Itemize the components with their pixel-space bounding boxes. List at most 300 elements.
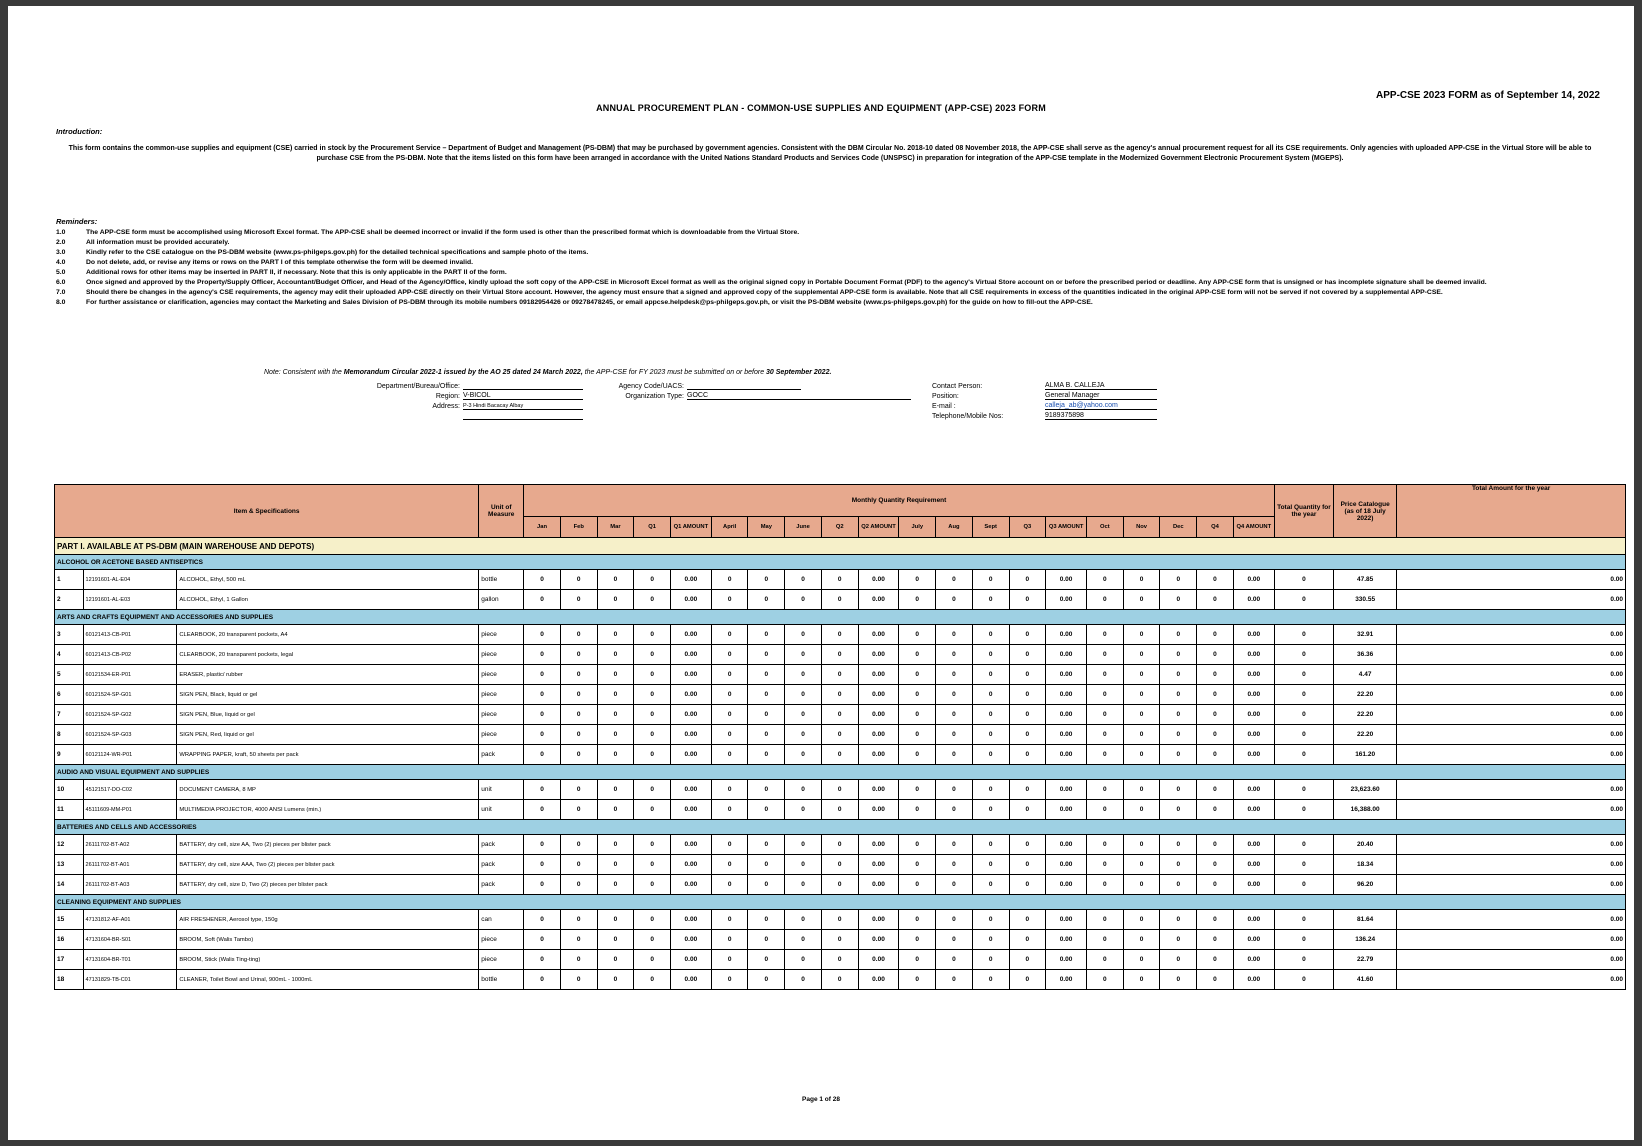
qty-cell[interactable]: 0	[634, 645, 671, 665]
qty-cell[interactable]: 0	[597, 875, 634, 895]
qty-cell[interactable]: 0	[821, 570, 858, 590]
qty-cell[interactable]: 0	[821, 855, 858, 875]
qty-cell[interactable]: 0	[821, 800, 858, 820]
qty-cell[interactable]: 0	[1160, 910, 1197, 930]
qty-cell[interactable]: 0	[899, 800, 936, 820]
qty-cell[interactable]: 0	[899, 875, 936, 895]
qty-cell[interactable]: 0	[972, 875, 1009, 895]
qty-cell[interactable]: 0	[711, 745, 748, 765]
qty-cell[interactable]: 0	[711, 570, 748, 590]
qty-cell[interactable]: 0	[785, 725, 822, 745]
qty-cell[interactable]: 0	[1123, 570, 1160, 590]
qty-cell[interactable]: 0	[1197, 665, 1234, 685]
qty-cell[interactable]: 0	[1123, 855, 1160, 875]
qty-cell[interactable]: 0	[597, 745, 634, 765]
qty-cell[interactable]: 0	[711, 970, 748, 990]
qty-cell[interactable]: 0	[634, 970, 671, 990]
qty-cell[interactable]: 0	[634, 780, 671, 800]
qty-cell[interactable]: 0	[560, 950, 597, 970]
total-qty-cell: 0	[1274, 950, 1333, 970]
qty-cell[interactable]: 0	[748, 645, 785, 665]
qty-cell[interactable]: 0	[1197, 835, 1234, 855]
qty-cell[interactable]: 0	[936, 875, 973, 895]
qty-cell[interactable]: 0	[1160, 685, 1197, 705]
qty-cell[interactable]: 0	[560, 590, 597, 610]
qty-cell[interactable]: 0	[1160, 780, 1197, 800]
qty-cell[interactable]: 0	[748, 725, 785, 745]
qty-cell[interactable]: 0	[560, 625, 597, 645]
qty-cell[interactable]: 0	[936, 625, 973, 645]
qty-cell[interactable]: 0	[936, 835, 973, 855]
qty-cell[interactable]: 0	[1087, 970, 1124, 990]
qty-cell[interactable]: 0	[821, 970, 858, 990]
qty-cell[interactable]: 0	[936, 970, 973, 990]
qty-cell[interactable]: 0	[1123, 800, 1160, 820]
qty-cell[interactable]: 0	[1087, 875, 1124, 895]
qty-cell[interactable]: 0	[1123, 685, 1160, 705]
qty-cell[interactable]: 0	[748, 665, 785, 685]
qty-cell[interactable]: 0	[785, 855, 822, 875]
qty-cell[interactable]: 0	[524, 725, 561, 745]
qty-cell[interactable]: 0	[972, 625, 1009, 645]
qty-cell[interactable]: 0	[524, 910, 561, 930]
qty-cell[interactable]: 0	[711, 645, 748, 665]
qty-cell[interactable]: 0	[560, 705, 597, 725]
qty-cell[interactable]: 0	[821, 625, 858, 645]
qty-cell[interactable]: 0	[597, 930, 634, 950]
qty-cell[interactable]: 0	[1160, 590, 1197, 610]
qty-cell[interactable]: 0	[972, 970, 1009, 990]
qty-cell[interactable]: 0	[1197, 625, 1234, 645]
qty-cell[interactable]: 0	[821, 835, 858, 855]
qty-cell[interactable]: 0	[1009, 705, 1046, 725]
qty-cell[interactable]: 0	[785, 835, 822, 855]
qty-cell[interactable]: 0	[634, 910, 671, 930]
qty-cell[interactable]: 0	[597, 910, 634, 930]
qty-cell[interactable]: 0	[597, 625, 634, 645]
qty-cell[interactable]: 0	[1009, 835, 1046, 855]
qty-cell[interactable]: 0	[936, 855, 973, 875]
qty-cell[interactable]: 0	[1087, 725, 1124, 745]
qty-cell[interactable]: 0	[1160, 875, 1197, 895]
qty-cell[interactable]: 0	[1009, 910, 1046, 930]
qty-cell[interactable]: 0	[1160, 705, 1197, 725]
qty-cell[interactable]: 0	[1197, 780, 1234, 800]
qty-cell[interactable]: 0	[748, 570, 785, 590]
email-value[interactable]: calleja_ab@yahoo.com	[1045, 402, 1157, 410]
qty-cell[interactable]: 0	[1123, 705, 1160, 725]
qty-cell[interactable]: 0	[634, 665, 671, 685]
qty-cell[interactable]: 0	[899, 705, 936, 725]
qty-cell[interactable]: 0	[936, 745, 973, 765]
qty-cell[interactable]: 0	[785, 950, 822, 970]
qty-cell[interactable]: 0	[1009, 645, 1046, 665]
qty-cell[interactable]: 0	[560, 645, 597, 665]
qty-cell[interactable]: 0	[524, 780, 561, 800]
qty-cell[interactable]: 0	[1160, 645, 1197, 665]
qty-cell[interactable]: 0	[748, 780, 785, 800]
qty-cell[interactable]: 0	[1123, 625, 1160, 645]
qty-cell[interactable]: 0	[972, 780, 1009, 800]
qty-cell[interactable]: 0	[785, 685, 822, 705]
reminder-text: For further assistance or clarification, agencies may contact the Marketing and Sales Division of PS-DBM through its mobile numbers 09182954426 or 09278478245, or email appcse.helpdesk@ps-philgeps.gov.ph, or visit the PS-DBM website (www.ps-philgeps.gov.ph) for the guide on how to fill-out the APP-CSE.	[86, 299, 1093, 306]
qty-cell[interactable]: 0	[821, 645, 858, 665]
qty-cell[interactable]: 0	[524, 950, 561, 970]
qty-cell[interactable]: 0	[560, 665, 597, 685]
qty-cell[interactable]: 0	[597, 970, 634, 990]
qty-cell[interactable]: 0	[1087, 930, 1124, 950]
qty-cell[interactable]: 0	[524, 570, 561, 590]
qty-cell[interactable]: 0	[1123, 835, 1160, 855]
qty-cell[interactable]: 0	[821, 590, 858, 610]
qty-cell[interactable]: 0	[1009, 855, 1046, 875]
qty-cell[interactable]: 0	[1160, 855, 1197, 875]
qty-cell[interactable]: 0	[634, 685, 671, 705]
qty-cell[interactable]: 0	[748, 875, 785, 895]
qty-cell[interactable]: 0	[560, 930, 597, 950]
qty-cell[interactable]: 0	[821, 665, 858, 685]
qty-cell[interactable]: 0	[1160, 665, 1197, 685]
qty-cell[interactable]: 0	[785, 800, 822, 820]
qty-cell[interactable]: 0	[972, 645, 1009, 665]
qty-cell[interactable]: 0	[560, 800, 597, 820]
qty-cell[interactable]: 0	[899, 570, 936, 590]
qty-cell[interactable]: 0	[634, 705, 671, 725]
qty-cell[interactable]: 0	[1197, 875, 1234, 895]
qty-cell[interactable]: 0	[1009, 745, 1046, 765]
qty-cell[interactable]: 0	[972, 745, 1009, 765]
qty-cell[interactable]: 0	[899, 910, 936, 930]
qty-cell[interactable]: 0	[1087, 950, 1124, 970]
qty-cell[interactable]: 0	[821, 950, 858, 970]
qty-cell[interactable]: 0	[785, 910, 822, 930]
qty-cell[interactable]: 0	[1160, 930, 1197, 950]
qty-cell[interactable]: 0	[748, 855, 785, 875]
qty-cell[interactable]: 0	[1009, 685, 1046, 705]
qty-cell[interactable]: 0	[748, 950, 785, 970]
qty-cell[interactable]: 0	[1087, 665, 1124, 685]
qty-cell[interactable]: 0	[597, 685, 634, 705]
quarter-amount-cell: 0.00	[670, 590, 711, 610]
qty-cell[interactable]: 0	[1197, 930, 1234, 950]
qty-cell[interactable]: 0	[1087, 645, 1124, 665]
qty-cell[interactable]: 0	[560, 685, 597, 705]
qty-cell[interactable]: 0	[1197, 705, 1234, 725]
qty-cell[interactable]: 0	[748, 835, 785, 855]
qty-cell[interactable]: 0	[1087, 835, 1124, 855]
qty-cell[interactable]: 0	[1087, 800, 1124, 820]
qty-cell[interactable]: 0	[1009, 800, 1046, 820]
qty-cell[interactable]: 0	[821, 705, 858, 725]
qty-cell[interactable]: 0	[597, 665, 634, 685]
qty-cell[interactable]: 0	[597, 590, 634, 610]
qty-cell[interactable]: 0	[1197, 745, 1234, 765]
qty-cell[interactable]: 0	[899, 930, 936, 950]
qty-cell[interactable]: 0	[597, 950, 634, 970]
qty-cell[interactable]: 0	[524, 745, 561, 765]
qty-cell[interactable]: 0	[1197, 855, 1234, 875]
qty-cell[interactable]: 0	[634, 570, 671, 590]
qty-cell[interactable]: 0	[1160, 745, 1197, 765]
qty-cell[interactable]: 0	[1123, 725, 1160, 745]
qty-cell[interactable]: 0	[785, 590, 822, 610]
qty-cell[interactable]: 0	[748, 800, 785, 820]
reminder-item	[56, 288, 1616, 297]
qty-cell[interactable]: 0	[560, 725, 597, 745]
qty-cell[interactable]: 0	[634, 855, 671, 875]
qty-cell[interactable]: 0	[711, 780, 748, 800]
qty-cell[interactable]: 0	[899, 725, 936, 745]
qty-cell[interactable]: 0	[1087, 570, 1124, 590]
qty-cell[interactable]: 0	[711, 950, 748, 970]
qty-cell[interactable]: 0	[711, 725, 748, 745]
qty-cell[interactable]: 0	[936, 930, 973, 950]
qty-cell[interactable]: 0	[1009, 625, 1046, 645]
qty-cell[interactable]: 0	[711, 800, 748, 820]
qty-cell[interactable]: 0	[711, 685, 748, 705]
qty-cell[interactable]: 0	[899, 780, 936, 800]
qty-cell[interactable]: 0	[1087, 590, 1124, 610]
qty-cell[interactable]: 0	[972, 705, 1009, 725]
qty-cell[interactable]: 0	[936, 910, 973, 930]
qty-cell[interactable]: 0	[560, 835, 597, 855]
qty-cell[interactable]: 0	[634, 835, 671, 855]
qty-cell[interactable]: 0	[1160, 835, 1197, 855]
qty-cell[interactable]: 0	[711, 665, 748, 685]
qty-cell[interactable]: 0	[1087, 910, 1124, 930]
qty-cell[interactable]: 0	[899, 645, 936, 665]
qty-cell[interactable]: 0	[972, 685, 1009, 705]
qty-cell[interactable]: 0	[972, 590, 1009, 610]
qty-cell[interactable]: 0	[524, 855, 561, 875]
qty-cell[interactable]: 0	[972, 570, 1009, 590]
qty-cell[interactable]: 0	[1009, 780, 1046, 800]
qty-cell[interactable]: 0	[711, 625, 748, 645]
qty-cell[interactable]: 0	[1123, 950, 1160, 970]
qty-cell[interactable]: 0	[524, 970, 561, 990]
qty-cell[interactable]: 0	[972, 835, 1009, 855]
category-name: ALCOHOL OR ACETONE BASED ANTISEPTICS	[55, 555, 1626, 570]
qty-cell[interactable]: 0	[821, 780, 858, 800]
qty-cell[interactable]: 0	[1009, 875, 1046, 895]
qty-cell[interactable]: 0	[785, 570, 822, 590]
qty-cell[interactable]: 0	[1009, 570, 1046, 590]
qty-cell[interactable]: 0	[748, 590, 785, 610]
qty-cell[interactable]: 0	[711, 930, 748, 950]
qty-cell[interactable]: 0	[1197, 725, 1234, 745]
qty-cell[interactable]: 0	[821, 875, 858, 895]
qty-cell[interactable]: 0	[972, 930, 1009, 950]
qty-cell[interactable]: 0	[597, 855, 634, 875]
qty-cell[interactable]: 0	[597, 705, 634, 725]
qty-cell[interactable]: 0	[1087, 855, 1124, 875]
qty-cell[interactable]: 0	[936, 645, 973, 665]
qty-cell[interactable]: 0	[972, 855, 1009, 875]
qty-cell[interactable]: 0	[899, 625, 936, 645]
qty-cell[interactable]: 0	[821, 725, 858, 745]
qty-cell[interactable]: 0	[1197, 645, 1234, 665]
qty-cell[interactable]: 0	[936, 665, 973, 685]
qty-cell[interactable]: 0	[1087, 625, 1124, 645]
qty-cell[interactable]: 0	[560, 780, 597, 800]
qty-cell[interactable]: 0	[1009, 970, 1046, 990]
qty-cell[interactable]: 0	[785, 930, 822, 950]
qty-cell[interactable]: 0	[560, 875, 597, 895]
qty-cell[interactable]: 0	[1197, 570, 1234, 590]
qty-cell[interactable]: 0	[972, 665, 1009, 685]
qty-cell[interactable]: 0	[1123, 780, 1160, 800]
qty-cell[interactable]: 0	[524, 685, 561, 705]
qty-cell[interactable]: 0	[524, 590, 561, 610]
qty-cell[interactable]: 0	[899, 855, 936, 875]
qty-cell[interactable]: 0	[1087, 685, 1124, 705]
qty-cell[interactable]: 0	[1123, 645, 1160, 665]
qty-cell[interactable]: 0	[597, 835, 634, 855]
qty-cell[interactable]: 0	[748, 625, 785, 645]
qty-cell[interactable]: 0	[785, 875, 822, 895]
qty-cell[interactable]: 0	[711, 590, 748, 610]
qty-cell[interactable]: 0	[899, 950, 936, 970]
qty-cell[interactable]: 0	[1123, 590, 1160, 610]
price-cell: 22.20	[1334, 685, 1397, 705]
qty-cell[interactable]: 0	[785, 645, 822, 665]
qty-cell[interactable]: 0	[1160, 625, 1197, 645]
qty-cell[interactable]: 0	[634, 725, 671, 745]
qty-cell[interactable]: 0	[711, 910, 748, 930]
qty-cell[interactable]: 0	[597, 570, 634, 590]
qty-cell[interactable]: 0	[524, 800, 561, 820]
qty-cell[interactable]: 0	[1087, 780, 1124, 800]
qty-cell[interactable]: 0	[972, 800, 1009, 820]
reminders-list	[56, 228, 1616, 308]
qty-cell[interactable]: 0	[1197, 910, 1234, 930]
qty-cell[interactable]: 0	[597, 725, 634, 745]
qty-cell[interactable]: 0	[1197, 800, 1234, 820]
qty-cell[interactable]: 0	[972, 725, 1009, 745]
qty-cell[interactable]: 0	[1009, 665, 1046, 685]
qty-cell[interactable]: 0	[524, 875, 561, 895]
qty-cell[interactable]: 0	[1160, 725, 1197, 745]
qty-cell[interactable]: 0	[821, 910, 858, 930]
qty-cell[interactable]: 0	[634, 950, 671, 970]
qty-cell[interactable]: 0	[560, 570, 597, 590]
qty-cell[interactable]: 0	[821, 685, 858, 705]
qty-cell[interactable]: 0	[560, 970, 597, 990]
qty-cell[interactable]: 0	[785, 780, 822, 800]
qty-cell[interactable]: 0	[1087, 705, 1124, 725]
qty-cell[interactable]: 0	[936, 800, 973, 820]
qty-cell[interactable]: 0	[936, 725, 973, 745]
qty-cell[interactable]: 0	[1009, 930, 1046, 950]
qty-cell[interactable]: 0	[711, 705, 748, 725]
qty-cell[interactable]: 0	[524, 625, 561, 645]
qty-cell[interactable]: 0	[1123, 930, 1160, 950]
qty-cell[interactable]: 0	[1160, 970, 1197, 990]
qty-cell[interactable]: 0	[1009, 950, 1046, 970]
qty-cell[interactable]: 0	[972, 950, 1009, 970]
qty-cell[interactable]: 0	[1009, 590, 1046, 610]
qty-cell[interactable]: 0	[748, 970, 785, 990]
qty-cell[interactable]: 0	[524, 645, 561, 665]
table-row	[55, 910, 1626, 930]
qty-cell[interactable]: 0	[711, 875, 748, 895]
qty-cell[interactable]: 0	[1009, 725, 1046, 745]
qty-cell[interactable]: 0	[597, 780, 634, 800]
qty-cell[interactable]: 0	[936, 590, 973, 610]
qty-cell[interactable]: 0	[899, 970, 936, 990]
qty-cell[interactable]: 0	[1197, 970, 1234, 990]
qty-cell[interactable]: 0	[524, 835, 561, 855]
qty-cell[interactable]: 0	[1087, 745, 1124, 765]
qty-cell[interactable]: 0	[936, 570, 973, 590]
qty-cell[interactable]: 0	[634, 875, 671, 895]
qty-cell[interactable]: 0	[711, 835, 748, 855]
qty-cell[interactable]: 0	[785, 745, 822, 765]
qty-cell[interactable]: 0	[899, 685, 936, 705]
qty-cell[interactable]: 0	[899, 590, 936, 610]
qty-cell[interactable]: 0	[748, 685, 785, 705]
qty-cell[interactable]: 0	[634, 930, 671, 950]
qty-cell[interactable]: 0	[899, 665, 936, 685]
qty-cell[interactable]: 0	[748, 930, 785, 950]
qty-cell[interactable]: 0	[821, 745, 858, 765]
qty-cell[interactable]: 0	[1197, 950, 1234, 970]
qty-cell[interactable]: 0	[748, 910, 785, 930]
qty-cell[interactable]: 0	[1123, 875, 1160, 895]
qty-cell[interactable]: 0	[560, 745, 597, 765]
qty-cell[interactable]: 0	[936, 780, 973, 800]
table-row	[55, 745, 1626, 765]
qty-cell[interactable]: 0	[597, 800, 634, 820]
qty-cell[interactable]: 0	[1197, 590, 1234, 610]
qty-cell[interactable]: 0	[1123, 970, 1160, 990]
qty-cell[interactable]: 0	[634, 625, 671, 645]
qty-cell[interactable]: 0	[524, 705, 561, 725]
qty-cell[interactable]: 0	[936, 950, 973, 970]
qty-cell[interactable]: 0	[785, 625, 822, 645]
qty-cell[interactable]: 0	[597, 645, 634, 665]
qty-cell[interactable]: 0	[748, 705, 785, 725]
quarter-amount-cell: 0.00	[1233, 685, 1274, 705]
qty-cell[interactable]: 0	[1160, 570, 1197, 590]
qty-cell[interactable]: 0	[936, 685, 973, 705]
qty-cell[interactable]: 0	[1197, 685, 1234, 705]
item-number: 5	[55, 665, 84, 685]
qty-cell[interactable]: 0	[785, 665, 822, 685]
qty-cell[interactable]: 0	[560, 910, 597, 930]
qty-cell[interactable]: 0	[748, 745, 785, 765]
qty-cell[interactable]: 0	[1123, 665, 1160, 685]
qty-cell[interactable]: 0	[1160, 950, 1197, 970]
qty-cell[interactable]: 0	[1123, 910, 1160, 930]
qty-cell[interactable]: 0	[524, 930, 561, 950]
qty-cell[interactable]: 0	[634, 590, 671, 610]
qty-cell[interactable]: 0	[560, 855, 597, 875]
qty-cell[interactable]: 0	[899, 835, 936, 855]
qty-cell[interactable]: 0	[785, 705, 822, 725]
qty-cell[interactable]: 0	[634, 745, 671, 765]
qty-cell[interactable]: 0	[785, 970, 822, 990]
qty-cell[interactable]: 0	[821, 930, 858, 950]
qty-cell[interactable]: 0	[711, 855, 748, 875]
qty-cell[interactable]: 0	[1160, 800, 1197, 820]
qty-cell[interactable]: 0	[634, 800, 671, 820]
qty-cell[interactable]: 0	[1123, 745, 1160, 765]
qty-cell[interactable]: 0	[524, 665, 561, 685]
qty-cell[interactable]: 0	[972, 910, 1009, 930]
qty-cell[interactable]: 0	[899, 745, 936, 765]
qty-cell[interactable]: 0	[936, 705, 973, 725]
